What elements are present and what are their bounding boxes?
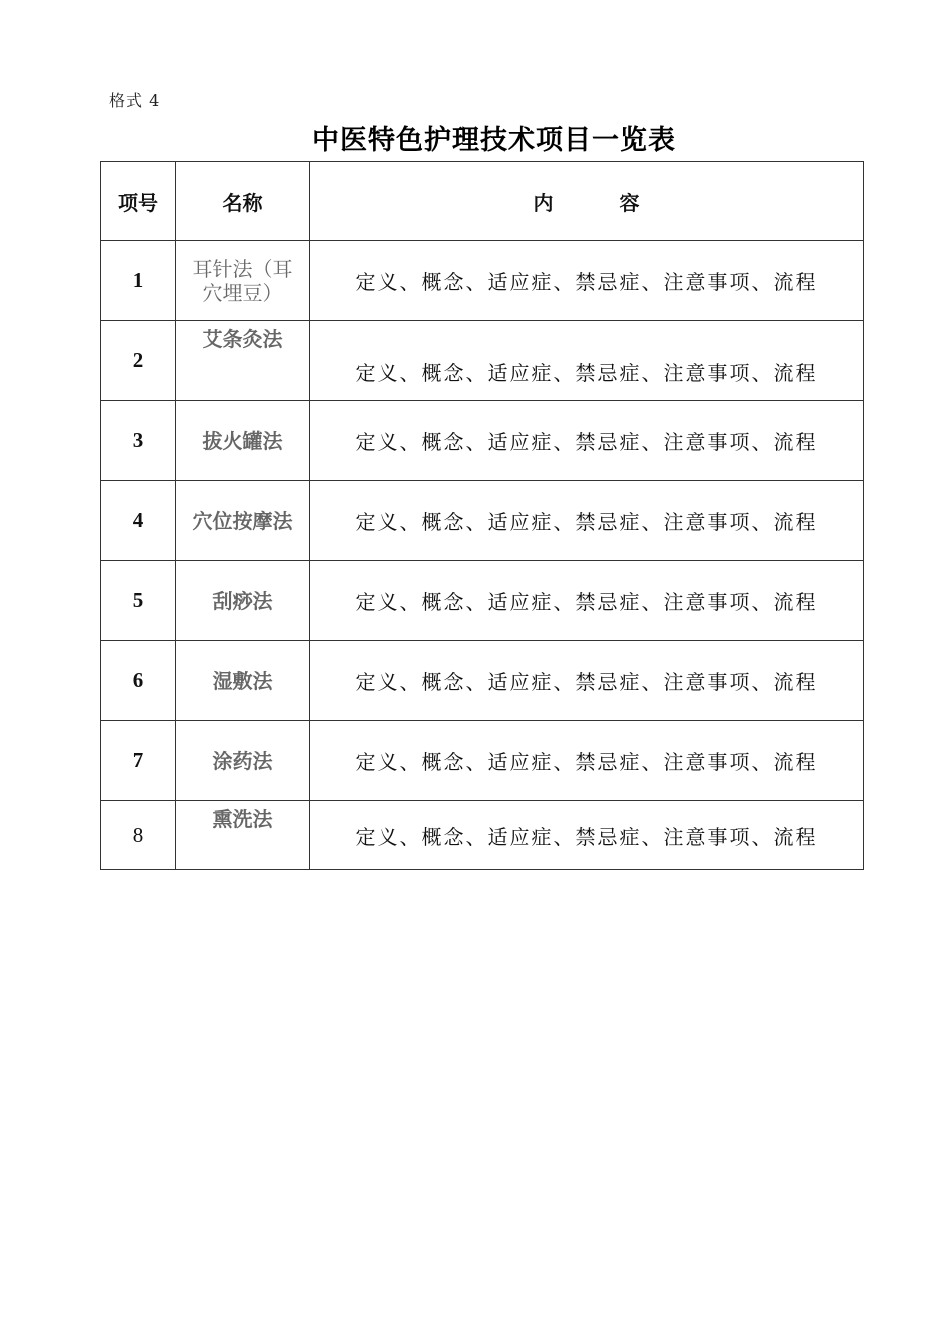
row-number: 8	[101, 801, 176, 870]
row-number: 6	[101, 641, 176, 721]
table-header-row	[101, 162, 864, 241]
row-name: 熏洗法	[176, 801, 310, 870]
row-content: 定义、概念、适应症、禁忌症、注意事项、流程	[310, 561, 864, 641]
table-row	[101, 801, 864, 870]
row-content: 定义、概念、适应症、禁忌症、注意事项、流程	[310, 721, 864, 801]
table-row	[101, 721, 864, 801]
row-name: 穴位按摩法	[176, 481, 310, 561]
row-number: 5	[101, 561, 176, 641]
row-content: 定义、概念、适应症、禁忌症、注意事项、流程	[310, 241, 864, 321]
row-name: 耳针法（耳穴埋豆）	[176, 241, 310, 321]
document-title: 中医特色护理技术项目一览表	[312, 125, 676, 156]
table-row	[101, 401, 864, 481]
nursing-techniques-table	[100, 161, 864, 870]
row-content: 定义、概念、适应症、禁忌症、注意事项、流程	[310, 641, 864, 721]
row-content: 定义、概念、适应症、禁忌症、注意事项、流程	[310, 321, 864, 401]
format-label: 格式 4	[109, 91, 161, 110]
header-number: 项号	[101, 162, 176, 241]
row-content: 定义、概念、适应症、禁忌症、注意事项、流程	[310, 481, 864, 561]
header-content	[310, 162, 864, 241]
table-row	[101, 481, 864, 561]
row-name: 涂药法	[176, 721, 310, 801]
table-row	[101, 321, 864, 401]
table-row	[101, 641, 864, 721]
header-content-left: 内	[533, 190, 554, 215]
table-row	[101, 241, 864, 321]
row-name: 湿敷法	[176, 641, 310, 721]
header-name: 名称	[176, 162, 310, 241]
row-number: 2	[101, 321, 176, 401]
header-content-right: 容	[619, 190, 640, 215]
row-number: 1	[101, 241, 176, 321]
row-number: 4	[101, 481, 176, 561]
row-content: 定义、概念、适应症、禁忌症、注意事项、流程	[310, 401, 864, 481]
row-name: 刮痧法	[176, 561, 310, 641]
row-name: 拔火罐法	[176, 401, 310, 481]
table-row	[101, 561, 864, 641]
row-number: 7	[101, 721, 176, 801]
row-content: 定义、概念、适应症、禁忌症、注意事项、流程	[310, 801, 864, 870]
row-number: 3	[101, 401, 176, 481]
row-name: 艾条灸法	[176, 321, 310, 401]
